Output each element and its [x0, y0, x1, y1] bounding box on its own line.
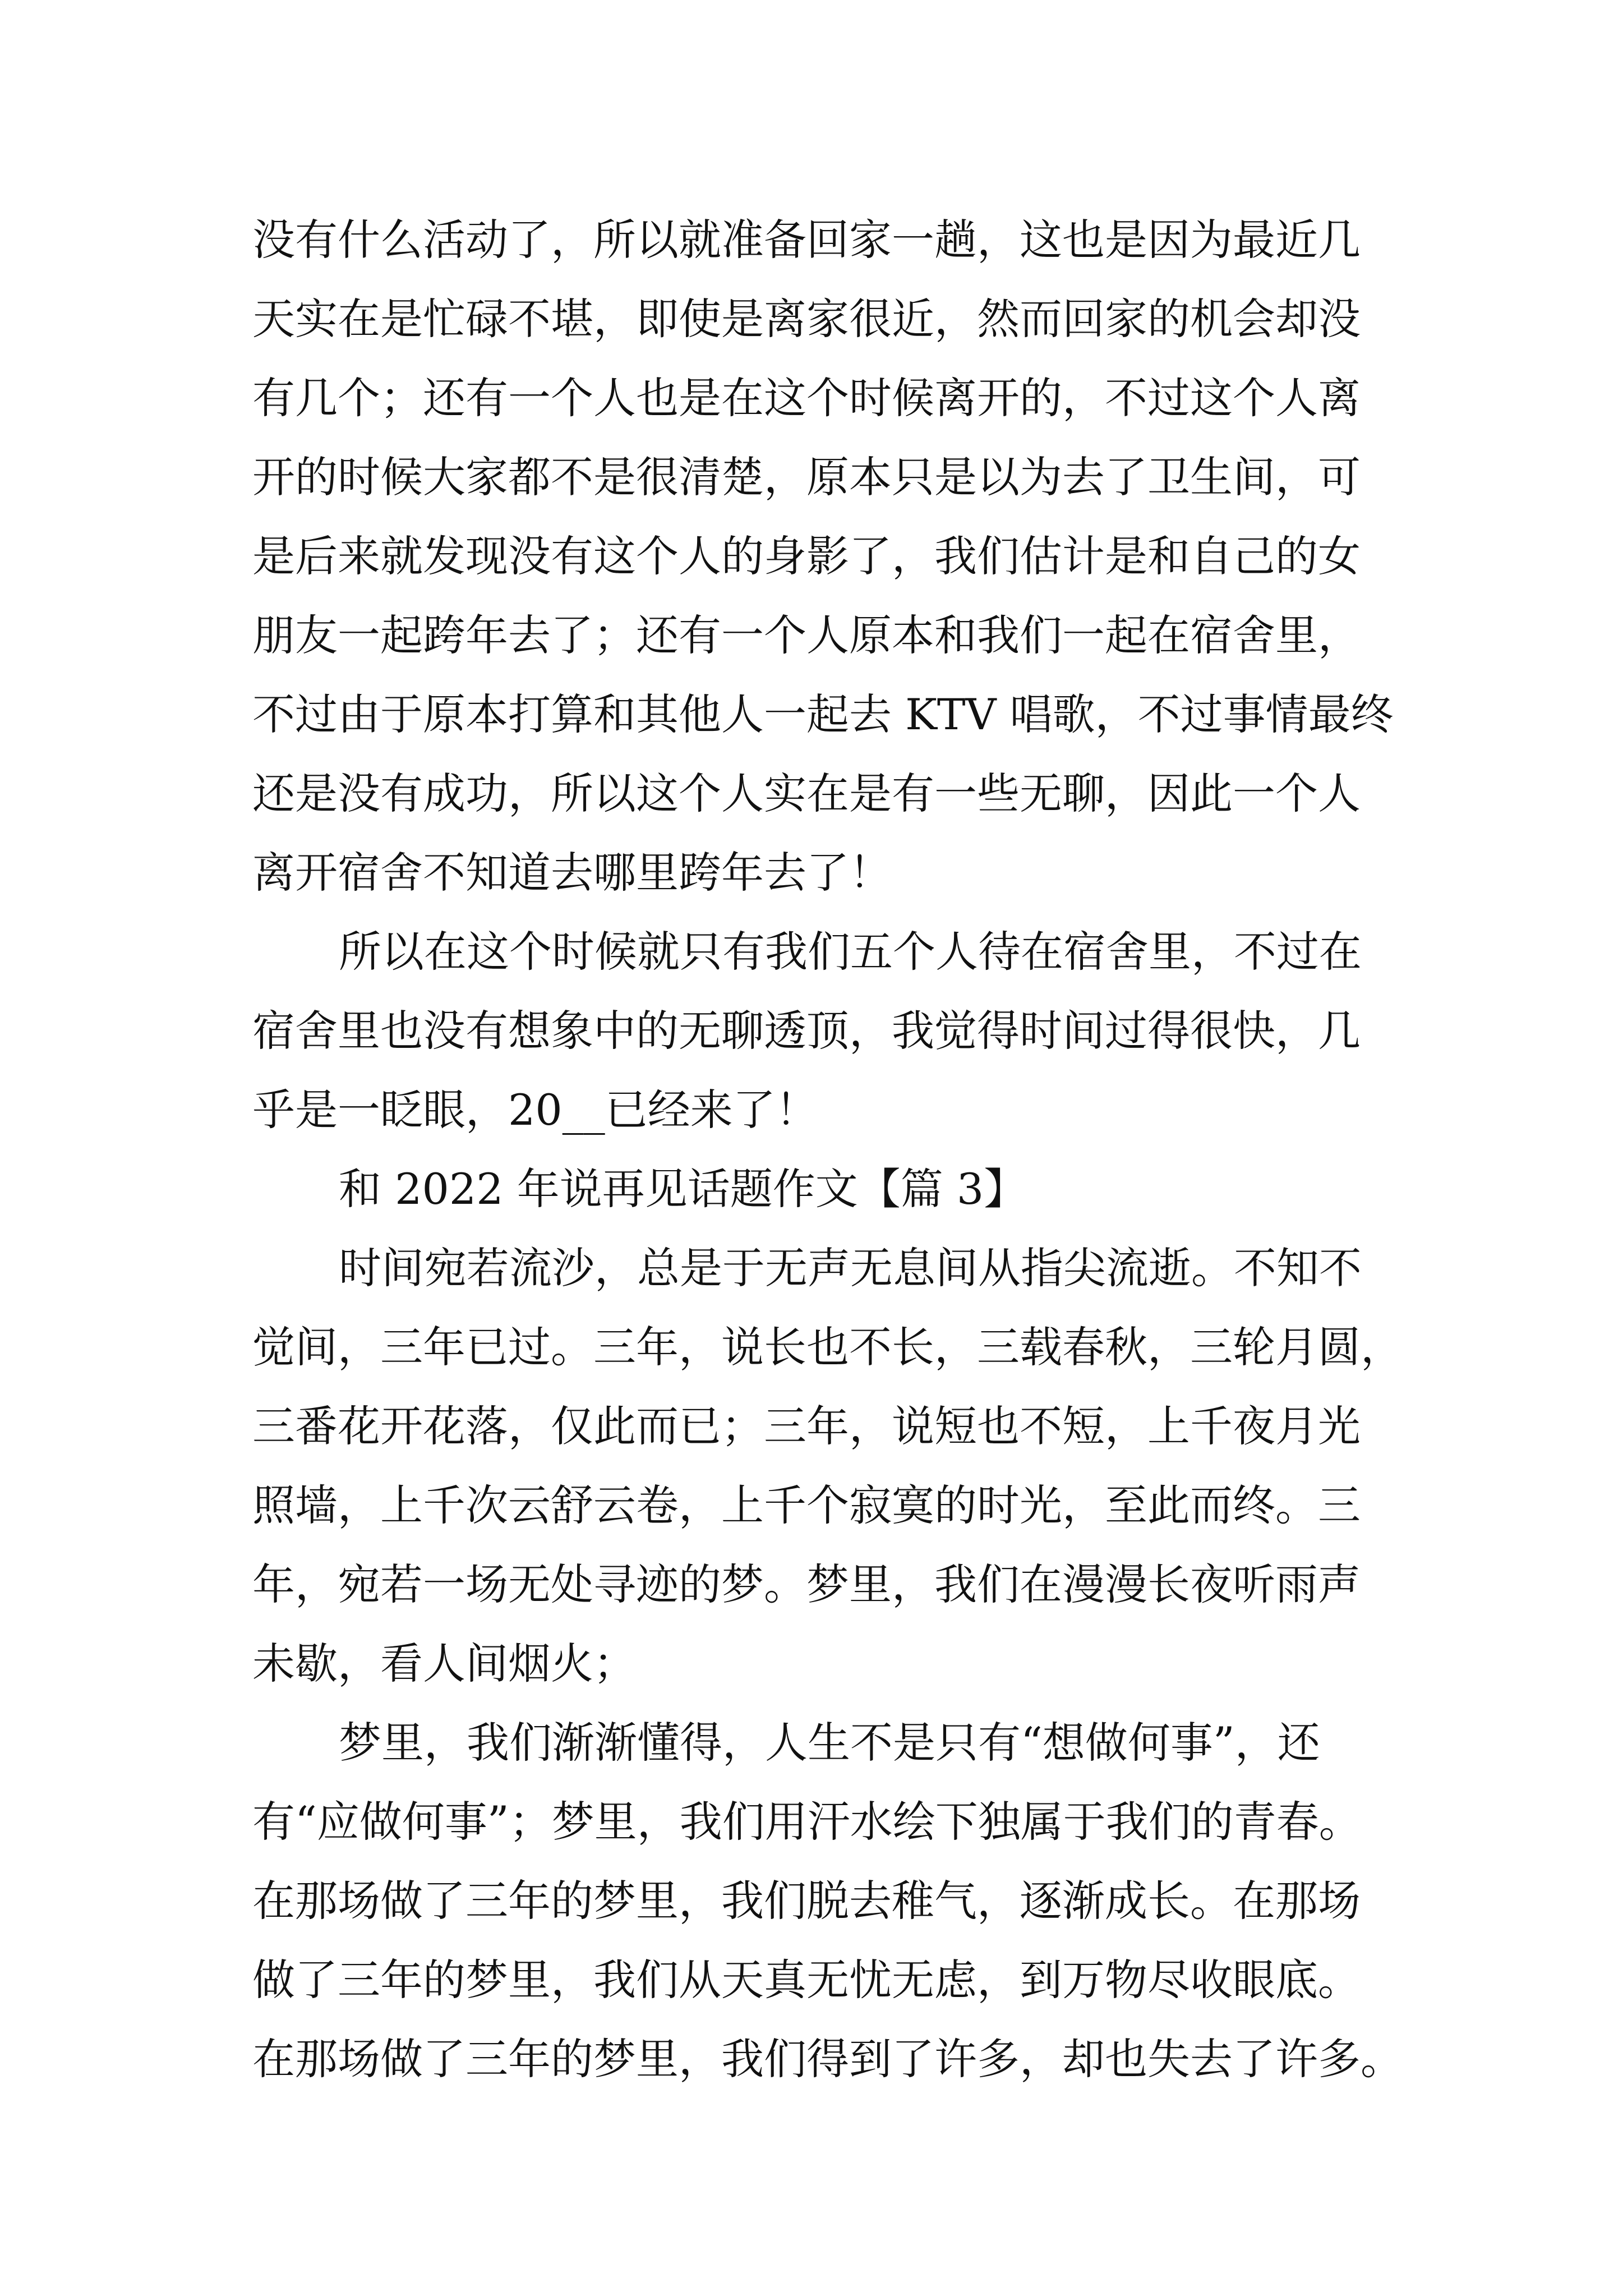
text-line: 在那场做了三年的梦里，我们脱去稚气，逐渐成长。在那场	[252, 1876, 1361, 1926]
text-line: 离开宿舍不知道去哪里跨年去了！	[252, 848, 892, 898]
text-line: 开的时候大家都不是很清楚，原本只是以为去了卫生间，可	[252, 452, 1361, 502]
text-line: 有“应做何事”；梦里，我们用汗水绘下独属于我们的青春。	[252, 1797, 1362, 1847]
text-line: 做了三年的梦里，我们从天真无忧无虑，到万物尽收眼底。	[252, 1955, 1361, 2005]
text-line: 不过由于原本打算和其他人一起去 KTV 唱歌，不过事情最终	[252, 689, 1394, 739]
text-line: 三番花开花落，仅此而已；三年，说短也不短，上千夜月光	[252, 1401, 1361, 1451]
text-line: 朋友一起跨年去了；还有一个人原本和我们一起在宿舍里，	[252, 610, 1361, 660]
text-line: 所以在这个时候就只有我们五个人待在宿舍里，不过在	[339, 927, 1362, 977]
text-line: 觉间，三年已过。三年，说长也不长，三载春秋，三轮月圆，	[252, 1322, 1403, 1372]
text-line: 乎是一眨眼，20__已经来了！	[252, 1085, 818, 1135]
text-line: 照墙，上千次云舒云卷，上千个寂寞的时光，至此而终。三	[252, 1480, 1361, 1530]
text-line: 还是没有成功，所以这个人实在是有一些无聊，因此一个人	[252, 769, 1361, 818]
section-heading: 和 2022 年说再见话题作文【篇 3】	[339, 1164, 1027, 1214]
text-line: 未歇，看人间烟火；	[252, 1639, 636, 1688]
text-line: 在那场做了三年的梦里，我们得到了许多，却也失去了许多。	[252, 2034, 1403, 2084]
text-line: 有几个；还有一个人也是在这个时候离开的，不过这个人离	[252, 373, 1361, 423]
text-line: 没有什么活动了，所以就准备回家一趟，这也是因为最近几	[252, 215, 1361, 265]
text-line: 天实在是忙碌不堪，即使是离家很近，然而回家的机会却没	[252, 294, 1361, 344]
text-line: 梦里，我们渐渐懂得，人生不是只有“想做何事”，还	[339, 1718, 1320, 1768]
text-line: 宿舍里也没有想象中的无聊透顶，我觉得时间过得很快，几	[252, 1006, 1361, 1056]
text-line: 年，宛若一场无处寻迹的梦。梦里，我们在漫漫长夜听雨声	[252, 1559, 1361, 1609]
text-line: 时间宛若流沙，总是于无声无息间从指尖流逝。不知不	[339, 1243, 1362, 1293]
text-line: 是后来就发现没有这个人的身影了，我们估计是和自己的女	[252, 531, 1361, 581]
